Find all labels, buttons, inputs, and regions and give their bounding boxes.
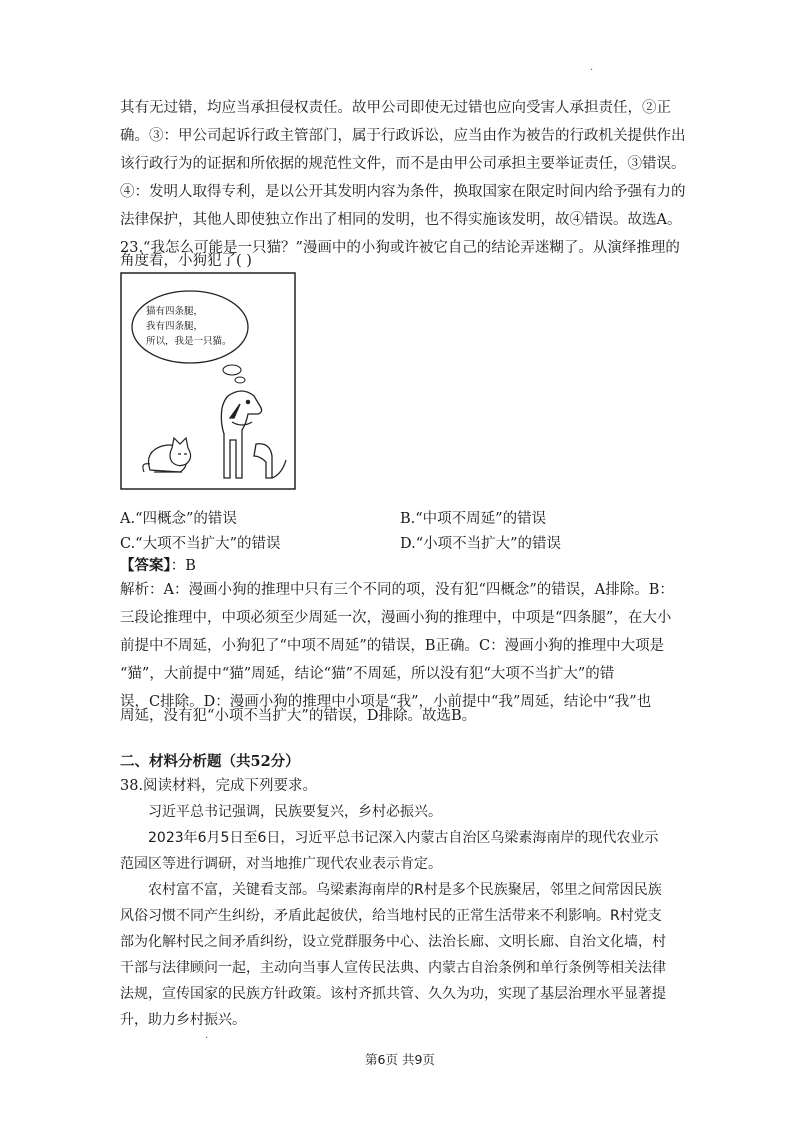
- analysis-line: 解析：A：漫画小狗的推理中只有三个不同的项，没有犯“四概念”的错误，A排除。B：: [120, 582, 674, 598]
- option-c: C.“大项不当扩大”的错误: [120, 536, 281, 552]
- material-paragraph: 法规，宣传国家的民族方针政策。该村齐抓共管、久久为功，实现了基层治理水平显著提: [120, 986, 666, 1002]
- thought-dot: [235, 377, 245, 383]
- analysis-line: 误，C排除。D：漫画小狗的推理中小项是“我”，小前提中“我”周延，结论中“我”也: [120, 694, 652, 710]
- question-23-stem-cont: 角度看，小狗犯了( ): [120, 253, 252, 269]
- material-paragraph: 2023年6月5日至6日，习近平总书记深入内蒙古自治区乌梁素海南岸的现代农业示: [148, 830, 659, 846]
- material-paragraph: 范园区等进行调研，对当地推广现代农业表示肯定。: [120, 856, 442, 872]
- speck: .: [205, 1030, 209, 1041]
- option-d: D.“小项不当扩大”的错误: [400, 536, 562, 552]
- answer-value: ：B: [170, 558, 196, 574]
- analysis-line: “猫”，大前提中“猫”周延，结论“猫”不周延，所以没有犯“大项不当扩大”的错: [120, 666, 615, 682]
- page-footer: 第6页 共9页: [365, 1052, 435, 1067]
- comic-dog-cat: [120, 272, 296, 490]
- bubble-line-2: 我有四条腿，: [146, 321, 204, 332]
- speck: .: [590, 62, 594, 73]
- answer-label: 【答案】: [120, 557, 171, 574]
- question-38-stem: 38.阅读材料，完成下列要求。: [120, 778, 318, 794]
- material-paragraph: 升，助力乡村振兴。: [120, 1012, 246, 1028]
- material-paragraph: 农村富不富，关键看支部。乌梁素海南岸的R村是多个民族聚居，邻里之间常因民族: [148, 882, 662, 898]
- thought-dot: [223, 365, 241, 375]
- analysis-line: 周延，没有犯“小项不当扩大”的错误，D排除。故选B。: [120, 708, 477, 724]
- question-23-stem: 23.“我怎么可能是一只猫？”漫画中的小狗或许被它自己的结论弄迷糊了。从演绎推理的: [120, 240, 680, 256]
- prev-explanation-line: 确。③：甲公司起诉行政主管部门，属于行政诉讼，应当由作为被告的行政机关提供作出: [120, 128, 686, 144]
- option-b: B.“中项不周延”的错误: [400, 511, 547, 527]
- analysis-line: 三段论推理中，中项必须至少周延一次，漫画小狗的推理中，中项是“四条腿”，在大小: [120, 610, 672, 626]
- analysis-line: 前提中不周延，小狗犯了“中项不周延”的错误，B正确。C：漫画小狗的推理中大项是: [120, 638, 665, 654]
- prev-explanation-line: ④：发明人取得专利，是以公开其发明内容为条件，换取国家在限定时间内给予强有力的: [120, 184, 686, 200]
- prev-explanation-line: 该行政行为的证据和所依据的规范性文件，而不是由甲公司承担主要举证责任，③错误。: [120, 156, 686, 172]
- material-paragraph: 习近平总书记强调，民族要复兴，乡村必振兴。: [148, 804, 442, 820]
- material-paragraph: 风俗习惯不同产生纠纷，矛盾此起彼伏，给当地村民的正常生活带来不利影响。R村党支: [120, 908, 662, 924]
- option-a: A.“四概念”的错误: [120, 511, 237, 527]
- prev-explanation-line: 其有无过错，均应当承担侵权责任。故甲公司即使无过错也应向受害人承担责任，②正: [120, 100, 671, 116]
- bubble-line-3: 所以，我是一只猫。: [146, 336, 232, 347]
- answer-line: [120, 556, 196, 576]
- material-paragraph: 干部与法律顾问一起，主动向当事人宣传民法典、内蒙古自治条例和单行条例等相关法律: [120, 960, 666, 976]
- section-title: 二、材料分析题（共52分）: [120, 753, 300, 770]
- material-paragraph: 部为化解村民之间矛盾纠纷，设立党群服务中心、法治长廊、文明长廊、自治文化墙，村: [120, 934, 666, 950]
- bubble-line-1: 猫有四条腿，: [146, 306, 204, 317]
- prev-explanation-line: 法律保护，其他人即使独立作出了相同的发明，也不得实施该发明，故④错误。故选A。: [120, 212, 682, 228]
